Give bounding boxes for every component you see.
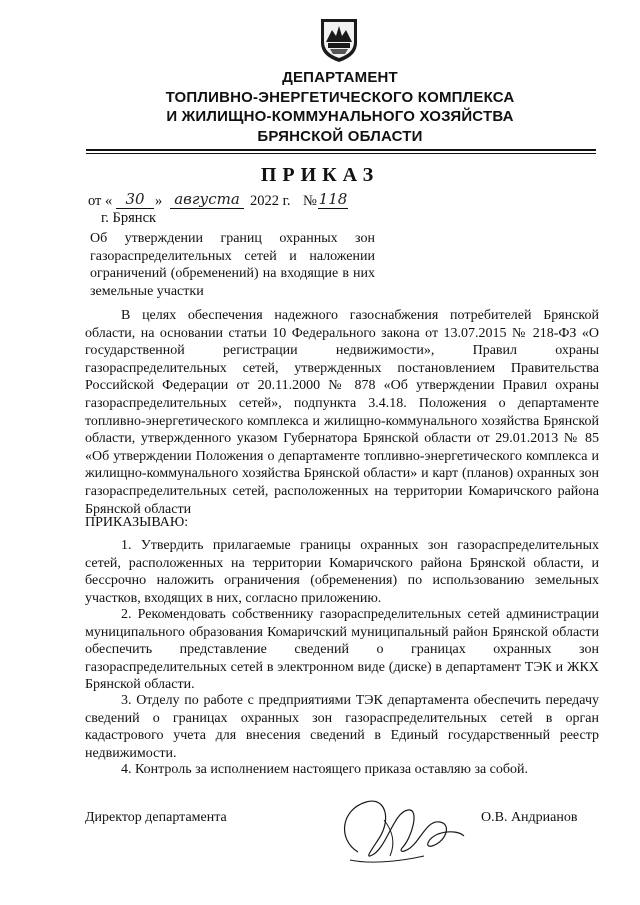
order-word: ПРИКАЗЫВАЮ: <box>85 515 189 530</box>
signatory-position: Директор департамента <box>85 810 227 825</box>
date-prefix: от « <box>88 193 113 209</box>
header-line-1: ДЕПАРТАМЕНТ <box>282 69 398 86</box>
signatory-name: О.В. Андрианов <box>481 810 578 825</box>
date-mid: » <box>155 193 163 209</box>
coat-of-arms-icon <box>318 16 360 64</box>
city: г. Брянск <box>101 210 157 226</box>
header-line-2: ТОПЛИВНО-ЭНЕРГЕТИЧЕСКОГО КОМПЛЕКСА <box>165 88 515 106</box>
date-day-handwritten: 30 <box>116 190 154 209</box>
header-line-4: БРЯНСКОЙ ОБЛАСТИ <box>257 127 423 145</box>
department-header <box>90 68 590 146</box>
header-divider-thin <box>86 153 596 154</box>
date-year: 2022 г. <box>250 193 291 209</box>
header-line-3: И ЖИЛИЩНО-КОММУНАЛЬНОГО ХОЗЯЙСТВА <box>166 108 514 125</box>
order-item-1: 1. Утвердить прилагаемые границы охранных зон газораспределительных сетей, расположенных на территории Комаричского района Брянской области, и бессрочно наложить ограничения (обременения) по использованию земельных участков, входящих в них, согласно приложению. <box>85 538 599 606</box>
date-month-handwritten: августа <box>170 190 244 209</box>
preamble-paragraph: В целях обеспечения надежного газоснабжения потребителей Брянской области, на основании статьи 10 Федерального закона от 13.07.2015 № 218-ФЗ «О государственной регистрации недвижимости», Правил охраны газораспределительных сетей, утвержденных постановлением Правительства Российской Федерации от 20.11.2000 № 878 «Об утверждении Правил охраны газораспределительных сетей», подпункта 3.4.18. Положения о департаменте топливно-энергетического комплекса и жилищно-коммунального хозяйства Брянской области, утвержденного указом Губернатора Брянской области от 29.01.2013 № 85 «Об утверждении Положения о департаменте топливно-энергетического комплекса и жилищно-коммунального хозяйства Брянской области» и карт (планов) охранных зон газораспределительных сетей, расположенных на территории Комаричского района Брянской области <box>85 308 599 517</box>
header-divider-thick <box>86 149 596 151</box>
order-item-2: 2. Рекомендовать собственнику газораспределительных сетей администрации муниципального образования Комаричский муниципальный район Брянской области обеспечить представление сведений о границах охранных зон газораспределительных сетей в электронном виде (диске) в департамент ТЭК и ЖКХ Брянской области. <box>85 607 599 693</box>
number-label: № <box>303 193 317 209</box>
order-subject: Об утверждении границ охранных зон газораспределительных сетей и наложении ограничений (обременений) на входящие в них земельные участки <box>90 231 375 299</box>
handwritten-signature <box>328 790 468 872</box>
order-item-4: 4. Контроль за исполнением настоящего приказа оставляю за собой. <box>121 762 529 777</box>
order-item-3: 3. Отделу по работе с предприятиями ТЭК департамента обеспечить передачу сведений о границах охранных зон газораспределительных сетей в орган кадастрового учета для внесения сведений в Единый государственный реестр недвижимости. <box>85 693 599 761</box>
document-title: ПРИКАЗ <box>260 164 380 186</box>
order-number-handwritten: 118 <box>318 190 348 208</box>
